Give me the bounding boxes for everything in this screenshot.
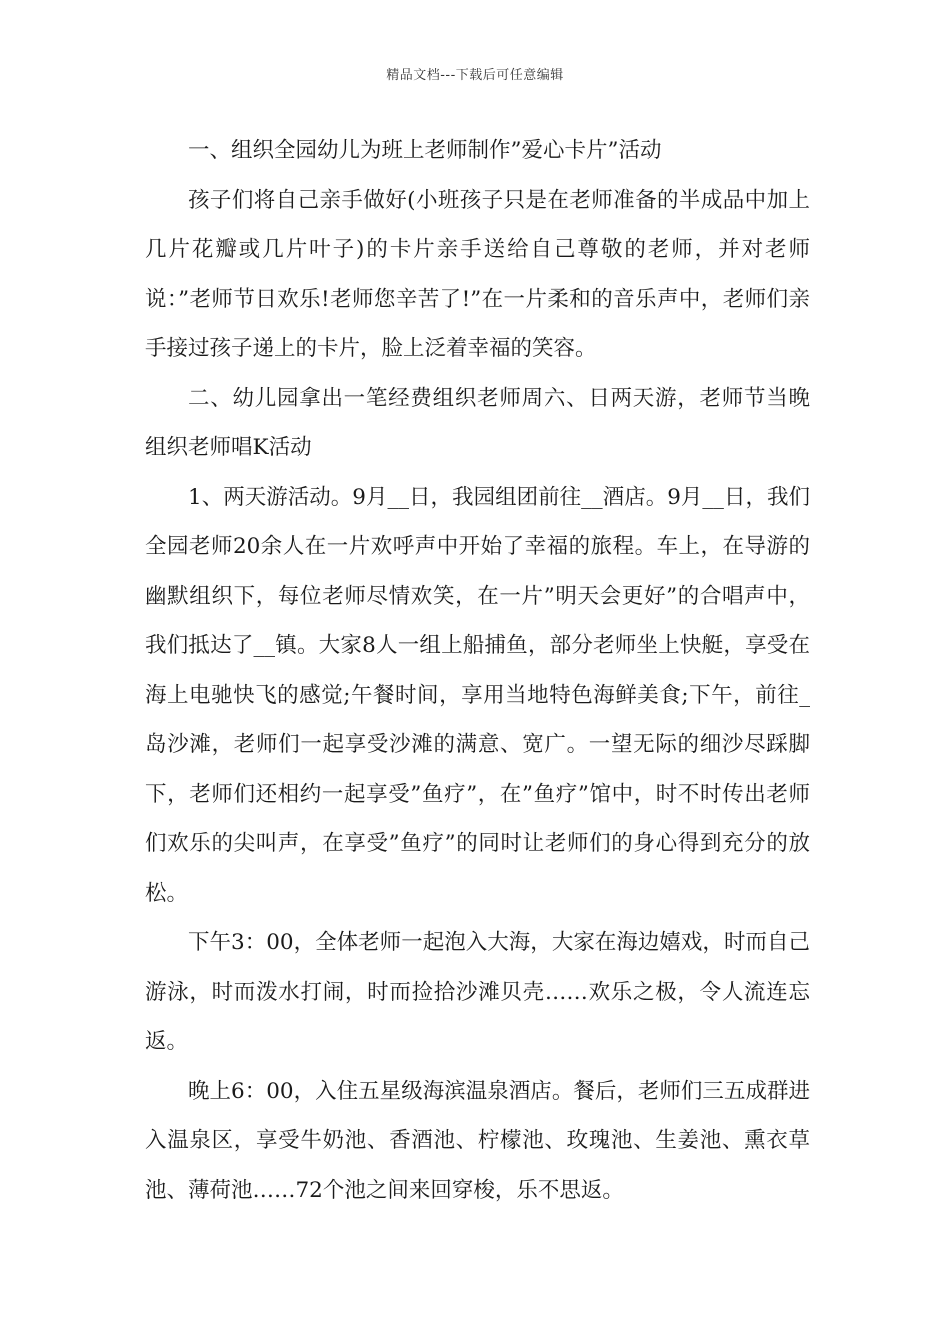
paragraph-6: 晚上6：00，入住五星级海滨温泉酒店。餐后，老师们三五成群进入温泉区，享受牛奶池、香酒池、柠檬池、玫瑰池、生姜池、熏衣草池、薄荷池……72个池之间来回穿梭，乐不思返。: [145, 1078, 810, 1203]
paragraph-2: 孩子们将自己亲手做好(小班孩子只是在老师准备的半成品中加上几片花瓣或几片叶子)的卡片亲手送给自己尊敬的老师，并对老师说：”老师节日欢乐!老师您辛苦了!”在一片柔和的音乐声中，老师们亲手接过孩子递上的卡片，脸上泛着幸福的笑容。: [145, 187, 810, 361]
paragraph-5: 下午3：00，全体老师一起泡入大海，大家在海边嬉戏，时而自己游泳，时而泼水打闹，时而捡拾沙滩贝壳……欢乐之极，令人流连忘返。: [145, 930, 810, 1054]
paragraph-1: 一、组织全园幼儿为班上老师制作”爱心卡片”活动: [188, 138, 662, 163]
paragraph-4: 1、两天游活动。9月__日，我园组团前往__酒店。9月__日，我们全园老师20余人在一片欢呼声中开始了幸福的旅程。车上，在导游的幽默组织下，每位老师尽情欢笑，在一片”明天会更好”的合唱声中，我们抵达了__镇。大家8人一组上船捕鱼，部分老师坐上快艇，享受在海上电驰快飞的感觉;午餐时间，享用当地特色海鲜美食;下午，前往_岛沙滩，老师们一起享受沙滩的满意、宽广。一望无际的细沙尽踩脚下，老师们还相约一起享受”鱼疗”，在”鱼疗”馆中，时不时传出老师们欢乐的尖叫声，在享受”鱼疗”的同时让老师们的身心得到充分的放松。: [145, 484, 810, 906]
paragraph-3: 二、幼儿园拿出一笔经费组织老师周六、日两天游，老师节当晚组织老师唱K活动: [145, 385, 810, 460]
document-body: [145, 126, 810, 1215]
page-header: 精品文档---下载后可任意编辑: [386, 68, 564, 83]
